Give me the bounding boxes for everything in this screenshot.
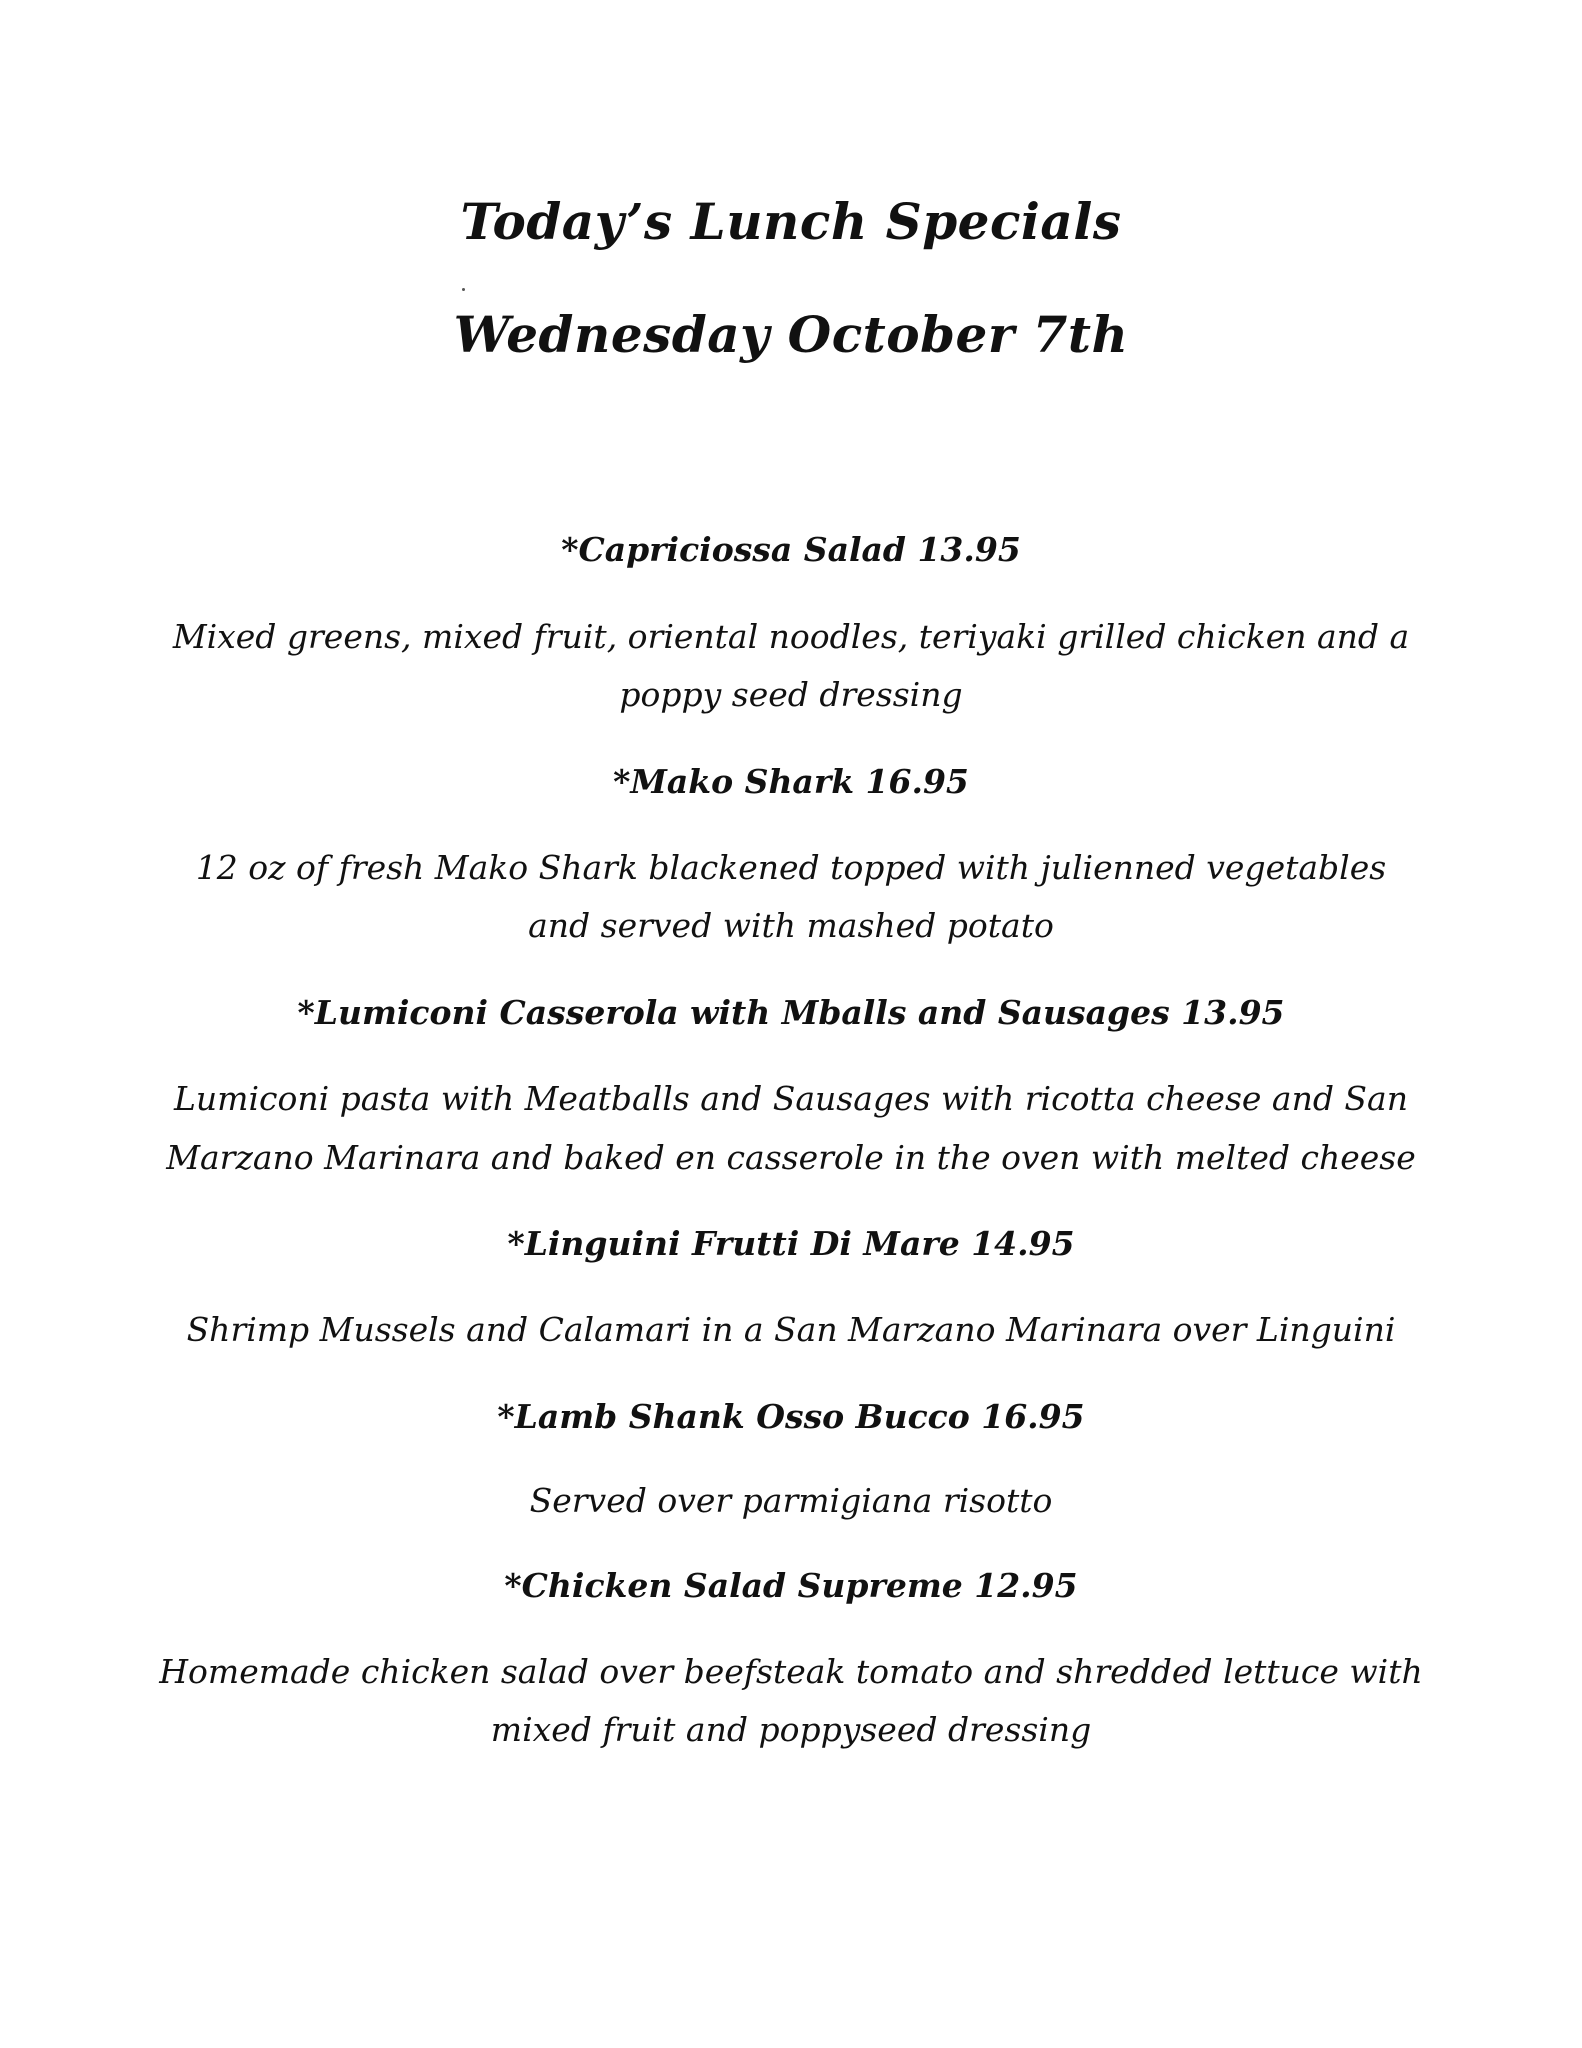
menu-item-description: Marzano Marinara and baked en casserole in the oven with melted cheese [166,1138,1416,1177]
menu-item-description: and served with mashed potato [528,906,1054,945]
menu-item-name: *Capriciossa Salad 13.95 [561,530,1021,569]
menu-item-name: *Linguini Frutti Di Mare 14.95 [507,1224,1075,1263]
menu-item-name: *Chicken Salad Supreme 12.95 [504,1566,1078,1605]
menu-item-name: *Mako Shark 16.95 [613,762,969,801]
menu-item-description: 12 oz of fresh Mako Shark blackened topped with julienned vegetables [195,848,1387,887]
menu-item-description: Served over parmigiana risotto [529,1481,1053,1520]
menu-item-description: poppy seed dressing [619,675,963,714]
menu-item-description: Lumiconi pasta with Meatballs and Sausages with ricotta cheese and San [174,1079,1408,1118]
stray-mark [462,288,465,291]
menu-item-name: *Lamb Shank Osso Bucco 16.95 [497,1397,1085,1436]
menu-item-description: Homemade chicken salad over beefsteak tomato and shredded lettuce with [159,1652,1423,1691]
menu-item-description: Mixed greens, mixed fruit, oriental noodles, teriyaki grilled chicken and a [172,617,1410,656]
menu-item-name: *Lumiconi Casserola with Mballs and Sausages 13.95 [297,993,1285,1032]
menu-item-description: mixed fruit and poppyseed dressing [490,1710,1092,1749]
page-title: Today’s Lunch Specials [460,192,1122,251]
menu-item-description: Shrimp Mussels and Calamari in a San Marzano Marinara over Linguini [186,1310,1396,1349]
page-date: Wednesday October 7th [453,305,1129,364]
